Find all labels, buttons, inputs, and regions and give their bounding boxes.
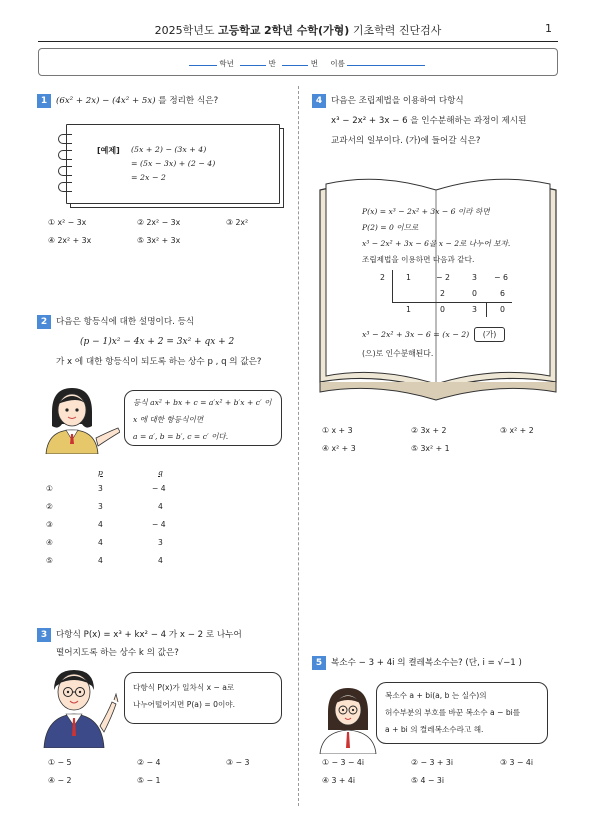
q4-choice-3[interactable]: ③ x² + 2	[500, 426, 534, 435]
teacher-illustration-male	[38, 666, 120, 748]
student-info-fields	[189, 58, 425, 69]
row-q: − 4	[152, 484, 166, 493]
row-p: 3	[98, 484, 103, 493]
book-line: x³ − 2x² + 3x − 6을 x − 2로 나누어 보자.	[362, 239, 511, 248]
q3-choice-3[interactable]: ③ − 3	[226, 758, 250, 767]
notebook-ring	[58, 182, 72, 192]
column-header-q: q	[158, 468, 163, 477]
factorization-result	[362, 327, 505, 342]
example-line: = 2x − 2	[131, 173, 166, 182]
row-p: 4	[98, 520, 103, 529]
table-row[interactable]	[46, 502, 53, 511]
table-row[interactable]	[46, 538, 53, 547]
row-q: − 4	[152, 520, 166, 529]
question-number: 1	[37, 94, 51, 108]
blank-box-ga: (가)	[474, 327, 506, 342]
q5-choice-2[interactable]: ② − 3 + 3i	[411, 758, 454, 767]
q3-hint-bubble	[124, 672, 282, 724]
q1-suffix: 를 정리한 식은?	[158, 96, 219, 106]
question-number: 2	[37, 315, 51, 329]
synth-horizontal-rule	[392, 302, 512, 303]
question-number: 4	[312, 94, 326, 108]
synthetic-division	[368, 270, 514, 318]
book-content	[362, 204, 510, 268]
row-q: 3	[158, 538, 163, 547]
page-number: 1	[545, 22, 552, 35]
q2-line1: 다음은 항등식에 대한 설명이다. 등식	[56, 317, 195, 327]
row-q: 4	[158, 556, 163, 565]
student-info-box	[38, 48, 558, 76]
book-line: P(x) = x³ − 2x² + 3x − 6 이라 하면	[362, 207, 490, 216]
q1-choice-5[interactable]: ⑤ 3x² + 3x	[137, 236, 181, 245]
header-grade-subject: 2학년 수학(가형)	[264, 24, 350, 37]
q3-choice-5[interactable]: ⑤ − 1	[137, 776, 161, 785]
name-label: 이름	[330, 59, 345, 68]
q3-line2: 떨어지도록 하는 상수 k 의 값은?	[56, 648, 179, 658]
q5-choice-5[interactable]: ⑤ 4 − 3i	[411, 776, 445, 785]
synth-remainder-box-left	[486, 303, 487, 317]
column-header-p: p	[98, 468, 103, 477]
synth-coef: − 6	[494, 273, 508, 282]
q2-line3: 가 x 에 대한 항등식이 되도록 하는 상수 p , q 의 값은?	[56, 357, 262, 367]
row-label: ①	[46, 484, 53, 493]
grade-blank[interactable]	[189, 58, 217, 66]
notebook-ring	[58, 150, 72, 160]
table-row[interactable]	[46, 556, 53, 565]
q5-choice-4[interactable]: ④ 3 + 4i	[322, 776, 356, 785]
row-label: ④	[46, 538, 53, 547]
row-label: ②	[46, 502, 53, 511]
name-blank[interactable]	[347, 58, 425, 66]
q4-choice-2[interactable]: ② 3x + 2	[411, 426, 447, 435]
page-header	[0, 22, 596, 38]
example-line: = (5x − 3x) + (2 − 4)	[131, 159, 216, 168]
bubble-line: 다항식 P(x)가 일차식 x − a로	[133, 683, 235, 692]
number-blank[interactable]	[282, 58, 308, 66]
q1-choice-3[interactable]: ③ 2x²	[226, 218, 249, 227]
bubble-line: x 에 대한 항등식이면	[133, 415, 204, 424]
bubble-line: 등식 ax² + bx + c = a′x² + b′x + c′ 이	[133, 398, 272, 407]
row-label: ③	[46, 520, 53, 529]
q3-line1: 다항식 P(x) = x³ + kx² − 4 가 x − 2 로 나누어	[56, 630, 242, 640]
synth-result: 0	[440, 305, 445, 314]
bubble-line: a + bi 의 켤레복소수라고 해.	[385, 725, 484, 734]
teacher-illustration-female	[38, 382, 120, 454]
bubble-line: 허수부분의 부호를 바꾼 복소수 a − bi를	[385, 708, 521, 717]
synth-divisor: 2	[380, 273, 385, 282]
question-number: 5	[312, 656, 326, 670]
bubble-line: 나누어떨어지면 P(a) = 0이야.	[133, 700, 236, 709]
synth-mid: 2	[440, 289, 445, 298]
table-row[interactable]	[46, 520, 53, 529]
result-expression: x³ − 2x² + 3x − 6 = (x − 2)	[362, 330, 470, 339]
synth-coef: 3	[472, 273, 477, 282]
notebook-ring	[58, 134, 72, 144]
row-label: ⑤	[46, 556, 53, 565]
book-line: P(2) = 0 이므로	[362, 223, 419, 232]
notebook-example	[66, 124, 280, 204]
notebook-ring	[58, 166, 72, 176]
number-label: 번	[310, 59, 318, 68]
q2-equation: (p − 1)x² − 4x + 2 = 3x² + qx + 2	[80, 337, 235, 347]
row-q: 4	[158, 502, 163, 511]
header-school: 고등학교	[218, 24, 261, 37]
row-p: 3	[98, 502, 103, 511]
q3-choice-2[interactable]: ② − 4	[137, 758, 161, 767]
synth-coef: 1	[406, 273, 411, 282]
example-line: (5x + 2) − (3x + 4)	[131, 145, 207, 154]
q1-choice-4[interactable]: ④ 2x² + 3x	[48, 236, 92, 245]
synth-mid: 0	[472, 289, 477, 298]
column-divider	[298, 86, 299, 806]
q3-choice-1[interactable]: ① − 5	[48, 758, 72, 767]
student-illustration	[316, 682, 380, 754]
bubble-line: a = a′, b = b′, c = c′ 이다.	[133, 432, 229, 441]
book-conclusion: (으)로 인수분해된다.	[362, 349, 434, 358]
header-rule	[38, 41, 558, 42]
q1-stem	[56, 91, 218, 111]
q5-stem: 복소수 − 3 + 4i 의 켤레복소수는? (단, i = √−1 )	[331, 658, 522, 668]
class-label: 반	[268, 59, 276, 68]
book-line: 조립제법을 이용하면 다음과 같다.	[362, 255, 475, 264]
synth-result: 3	[472, 305, 477, 314]
q5-hint-bubble	[376, 682, 548, 744]
synth-vertical-rule	[392, 270, 393, 302]
example-label: [예제]	[97, 146, 120, 155]
grade-label: 학년	[219, 59, 234, 68]
q2-hint-bubble	[124, 390, 282, 446]
synth-remainder: 0	[500, 305, 505, 314]
header-exam: 기초학력 진단검사	[352, 24, 442, 37]
q4-choice-5[interactable]: ⑤ 3x² + 1	[411, 444, 450, 453]
q1-choice-1[interactable]: ① x² − 3x	[48, 218, 87, 227]
q5-choice-1[interactable]: ① − 3 − 4i	[322, 758, 365, 767]
q3-choice-4[interactable]: ④ − 2	[48, 776, 72, 785]
q4-choice-4[interactable]: ④ x² + 3	[322, 444, 356, 453]
q4-line3: 교과서의 일부이다. (가)에 들어갈 식은?	[331, 136, 481, 146]
header-year: 2025학년도	[154, 24, 215, 37]
synth-mid: 6	[500, 289, 505, 298]
row-p: 4	[98, 556, 103, 565]
q5-choice-3[interactable]: ③ 3 − 4i	[500, 758, 534, 767]
question-number: 3	[37, 628, 51, 642]
q2-answer-table	[46, 468, 186, 576]
q4-line2: x³ − 2x² + 3x − 6 을 인수분해하는 과정이 제시된	[331, 116, 527, 126]
class-blank[interactable]	[240, 58, 266, 66]
example-work	[131, 143, 215, 185]
table-row[interactable]	[46, 484, 53, 493]
q1-choice-2[interactable]: ② 2x² − 3x	[137, 218, 181, 227]
q1-expression: (6x² + 2x) − (4x² + 5x)	[56, 96, 156, 106]
synth-coef: − 2	[436, 273, 450, 282]
row-p: 4	[98, 538, 103, 547]
synth-result: 1	[406, 305, 411, 314]
q4-choice-1[interactable]: ① x + 3	[322, 426, 353, 435]
q4-line1: 다음은 조립제법을 이용하여 다항식	[331, 96, 464, 106]
bubble-line: 복소수 a + bi(a, b 는 실수)의	[385, 691, 487, 700]
